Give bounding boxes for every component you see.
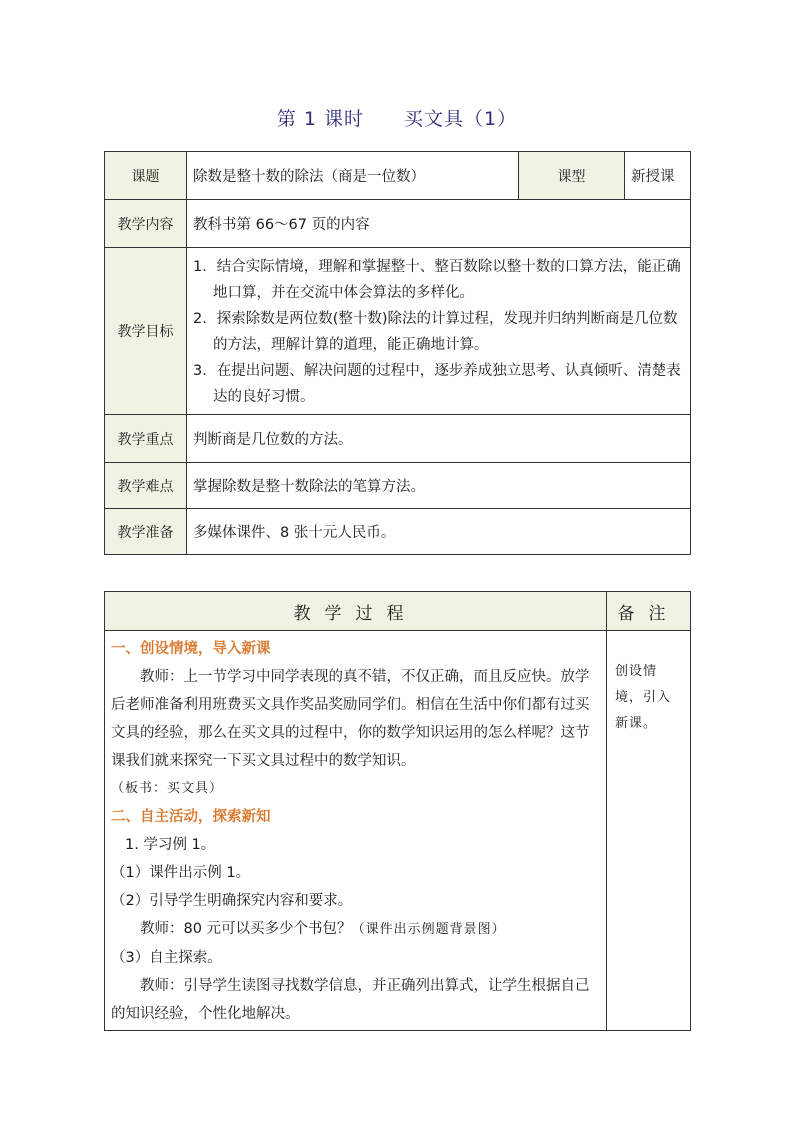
teaching-process-table	[104, 591, 691, 1031]
prep-label: 教学准备	[105, 509, 187, 555]
section-2-title: 二、自主活动，探索新知	[111, 809, 271, 825]
key-label: 教学重点	[105, 415, 187, 463]
step-1: 1. 学习例 1。	[125, 837, 216, 853]
key-value: 判断商是几位数的方法。	[187, 415, 691, 463]
lesson-info-table	[104, 151, 691, 555]
page-title	[0, 104, 794, 131]
difficulty-value: 掌握除数是整十数除法的笔算方法。	[187, 463, 691, 509]
type-label: 课型	[519, 152, 625, 200]
step-1-2: （2）引导学生明确探究内容和要求。	[111, 893, 353, 909]
process-content	[105, 631, 607, 1031]
objectives-list	[187, 248, 691, 415]
row-topic	[105, 152, 691, 200]
type-value: 新授课	[625, 152, 691, 200]
row-content	[105, 200, 691, 248]
topic-value: 除数是整十数的除法（商是一位数）	[187, 152, 519, 200]
objective-item: 3．在提出问题、解决问题的过程中，逐步养成独立思考、认真倾听、清楚表达的良好习惯。	[193, 363, 681, 405]
process-header-row	[105, 592, 691, 631]
topic-label: 课题	[105, 152, 187, 200]
process-header: 教学过程	[105, 592, 607, 631]
section-1-paragraph: 教师：上一节学习中同学表现的真不错，不仅正确，而且反应快。放学后老师准备利用班费买文具作奖品奖励同学们。相信在生活中你们都有过买文具的经验，那么在买文具的过程中，你的数学知识运用的怎么样呢？这节课我们就来探究一下买文具过程中的数学知识。	[111, 669, 590, 769]
row-difficulty	[105, 463, 691, 509]
objective-item: 1．结合实际情境，理解和掌握整十、整百数除以整十数的口算方法，能正确地口算，并在交流中体会算法的多样化。	[193, 259, 681, 301]
objective-item: 2．探索除数是两位数(整十数)除法的计算过程，发现并归纳判断商是几位数的方法，理解计算的道理，能正确地计算。	[193, 311, 678, 353]
row-objectives	[105, 248, 691, 415]
section-1-title: 一、创设情境，导入新课	[111, 641, 271, 657]
notes-header: 备注	[607, 592, 691, 631]
board-note: （板书：买文具）	[111, 781, 224, 796]
lesson-topic: 买文具（1）	[404, 108, 518, 130]
teacher-question-note: （课件出示例题背景图）	[351, 922, 506, 937]
teacher-question	[111, 915, 600, 944]
difficulty-label: 教学难点	[105, 463, 187, 509]
step-1-1: （1）课件出示例 1。	[111, 865, 251, 881]
teacher-question-text: 教师：80 元可以买多少个书包？	[140, 921, 352, 937]
objectives-label: 教学目标	[105, 248, 187, 415]
process-body-row	[105, 631, 691, 1031]
prep-value: 多媒体课件、8 张十元人民币。	[187, 509, 691, 555]
notes-content: 创设情境，引入新课。	[607, 631, 691, 1031]
row-key-point	[105, 415, 691, 463]
row-preparation	[105, 509, 691, 555]
content-value: 教科书第 66～67 页的内容	[187, 200, 691, 248]
teacher-guide: 教师：引导学生读图寻找数学信息，并正确列出算式，让学生根据自己的知识经验，个性化地解决。	[111, 978, 590, 1022]
lesson-number: 第 1 课时	[276, 108, 365, 130]
step-1-3: （3）自主探索。	[111, 950, 222, 966]
content-label: 教学内容	[105, 200, 187, 248]
